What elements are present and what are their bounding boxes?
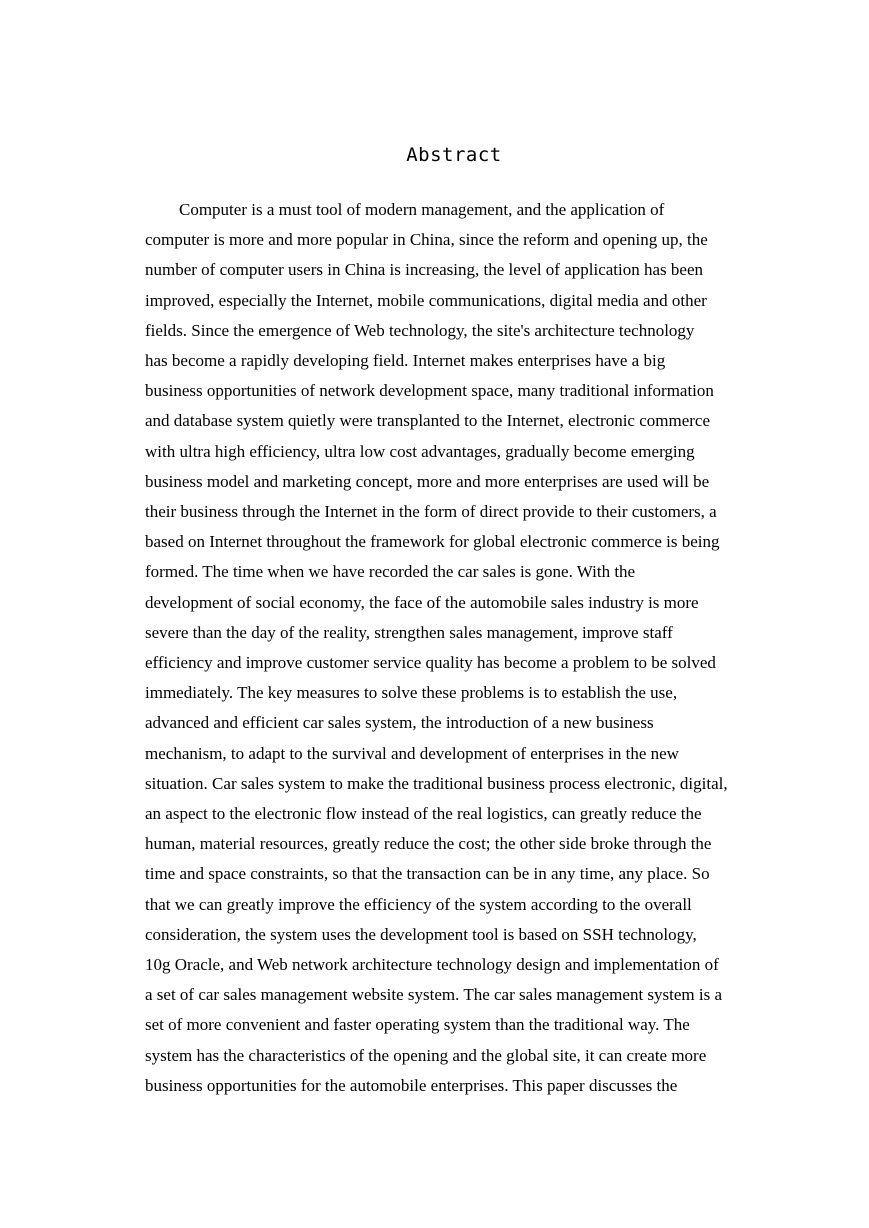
text-line: improved, especially the Internet, mobile communications, digital media and other — [145, 290, 707, 310]
text-line: computer is more and more popular in China, since the reform and opening up, the — [145, 230, 708, 250]
text-line: has become a rapidly developing field. Internet makes enterprises have a big — [145, 351, 666, 371]
text-line: advanced and efficient car sales system, the introduction of a new business — [145, 713, 654, 733]
text-line: mechanism, to adapt to the survival and development of enterprises in the new — [145, 743, 679, 763]
text-line: formed. The time when we have recorded the car sales is gone. With the — [145, 562, 636, 582]
text-line: business model and marketing concept, more and more enterprises are used will be — [145, 471, 710, 491]
text-line: 10g Oracle, and Web network architecture technology design and implementation of — [145, 955, 719, 975]
text-line: business opportunities for the automobile enterprises. This paper discusses the — [145, 1075, 678, 1095]
text-line: their business through the Internet in the form of direct provide to their customers, a — [145, 502, 717, 522]
text-line: Computer is a must tool of modern management, and the application of — [179, 200, 665, 219]
text-line: situation. Car sales system to make the traditional business process electronic, digital, — [145, 773, 728, 793]
abstract-paragraph — [145, 195, 755, 1101]
text-line: time and space constraints, so that the transaction can be in any time, any place. So — [145, 864, 710, 884]
text-line: based on Internet throughout the framework for global electronic commerce is being — [145, 532, 720, 552]
text-line: business opportunities of network development space, many traditional information — [145, 381, 714, 401]
text-line: and database system quietly were transplanted to the Internet, electronic commerce — [145, 411, 711, 431]
abstract-heading: Abstract — [406, 144, 502, 166]
text-line: that we can greatly improve the efficiency of the system according to the overall — [145, 894, 692, 914]
text-line: number of computer users in China is increasing, the level of application has been — [145, 260, 704, 280]
text-line: human, material resources, greatly reduce the cost; the other side broke through the — [145, 834, 712, 854]
text-line: a set of car sales management website system. The car sales management system is a — [145, 985, 723, 1005]
text-line: development of social economy, the face of the automobile sales industry is more — [145, 592, 699, 612]
text-line: an aspect to the electronic flow instead of the real logistics, can greatly reduce the — [145, 804, 702, 824]
text-line: fields. Since the emergence of Web technology, the site's architecture technology — [145, 320, 695, 340]
text-line: system has the characteristics of the opening and the global site, it can create more — [145, 1045, 707, 1065]
text-line: efficiency and improve customer service quality has become a problem to be solved — [145, 653, 716, 673]
text-line: set of more convenient and faster operating system than the traditional way. The — [145, 1015, 690, 1035]
text-line: with ultra high efficiency, ultra low cost advantages, gradually become emerging — [145, 441, 695, 461]
text-line: severe than the day of the reality, strengthen sales management, improve staff — [145, 622, 673, 642]
text-line: immediately. The key measures to solve these problems is to establish the use, — [145, 683, 678, 703]
text-line: consideration, the system uses the development tool is based on SSH technology, — [145, 924, 697, 944]
